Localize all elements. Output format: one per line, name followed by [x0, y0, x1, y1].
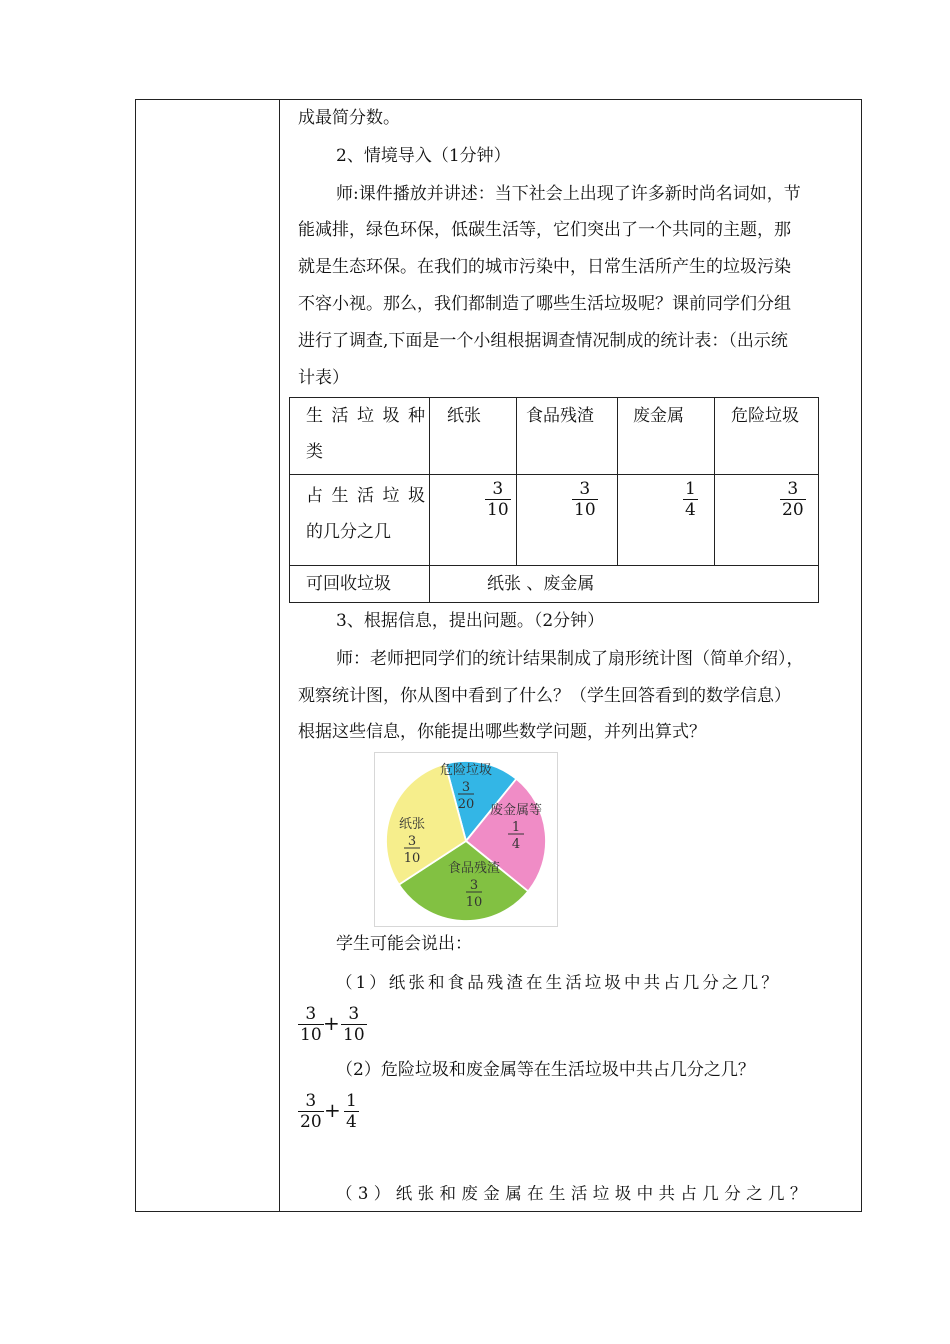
formula-1-term-a — [298, 1005, 324, 1045]
category-food-waste: 食品残渣 — [526, 406, 594, 426]
denominator: 20 — [782, 500, 804, 520]
section-heading-2: 2、情境导入（1分钟） — [336, 146, 511, 166]
plus-operator: + — [323, 1011, 340, 1035]
denominator: 10 — [574, 500, 596, 520]
formula-2-term-b — [344, 1092, 359, 1132]
fraction-hazardous — [780, 480, 806, 520]
pie-slice-label: 食品残渣 — [447, 861, 501, 876]
text-line: 师：老师把同学们的统计结果制成了扇形统计图（简单介绍）， — [336, 649, 804, 669]
recycle-label: 可回收垃圾 — [306, 574, 391, 594]
column-divider — [279, 100, 280, 1211]
pie-slice-denominator: 10 — [403, 851, 421, 866]
text-line: 师:课件播放并讲述：当下社会上出现了许多新时尚名词如，节 — [336, 184, 801, 204]
pie-slice-numerator: 3 — [469, 878, 479, 893]
fraction-food-waste — [572, 480, 598, 520]
formula-2-term-a — [298, 1092, 324, 1132]
numerator: 3 — [492, 479, 504, 499]
question-3: （3）纸张和废金属在生活垃圾中共占几分之几？ — [336, 1184, 812, 1203]
plus-operator: + — [324, 1098, 341, 1122]
denominator: 4 — [685, 500, 696, 520]
col-line — [516, 398, 517, 565]
pie-slice-denominator: 20 — [457, 797, 475, 812]
text-line: 成最简分数。 — [298, 108, 400, 128]
garbage-pie-chart — [374, 752, 558, 927]
col-line — [714, 398, 715, 565]
text-line: 计表） — [298, 368, 349, 388]
pie-slice-label: 危险垃圾 — [439, 763, 493, 778]
numerator: 3 — [787, 479, 799, 499]
numerator: 3 — [305, 1091, 317, 1111]
pie-slice-label: 纸张 — [398, 817, 426, 832]
text-line: 不容小视。那么，我们都制造了哪些生活垃圾呢？课前同学们分组 — [298, 294, 791, 314]
text-line: 根据这些信息，你能提出哪些数学问题，并列出算式？ — [298, 722, 706, 742]
numerator: 3 — [579, 479, 591, 499]
pie-slice-numerator: 1 — [511, 820, 521, 835]
denominator: 10 — [300, 1025, 322, 1045]
fraction-scrap-metal — [683, 480, 698, 520]
header-label: 类 — [306, 442, 323, 462]
row-label: 的几分之几 — [306, 522, 391, 542]
category-scrap-metal: 废金属 — [633, 406, 684, 426]
col-line — [617, 398, 618, 565]
denominator: 20 — [300, 1112, 322, 1132]
text-line: 能减排，绿色环保，低碳生活等，它们突出了一个共同的主题，那 — [298, 220, 791, 240]
numerator: 3 — [348, 1004, 360, 1024]
numerator: 3 — [305, 1004, 317, 1024]
row-label: 占生活垃圾 — [306, 486, 434, 506]
pie-slice-denominator: 10 — [465, 895, 483, 910]
question-2: （2）危险垃圾和废金属等在生活垃圾中共占几分之几？ — [336, 1060, 755, 1080]
lesson-plan-table — [135, 99, 862, 1212]
question-1: （1）纸张和食品残渣在生活垃圾中共占几分之几？ — [336, 973, 781, 992]
denominator: 10 — [343, 1025, 365, 1045]
pie-slice-numerator: 3 — [461, 780, 471, 795]
text-line: 学生可能会说出： — [336, 934, 472, 954]
row-line — [290, 474, 818, 475]
garbage-statistics-table — [289, 397, 819, 603]
category-paper: 纸张 — [447, 406, 481, 426]
pie-slice-label: 废金属等 — [489, 803, 543, 818]
pie-slice-numerator: 3 — [407, 834, 417, 849]
formula-1-term-b — [341, 1005, 367, 1045]
pie-slice-denominator: 4 — [511, 837, 521, 852]
numerator: 1 — [346, 1091, 357, 1111]
recycle-value: 纸张 、废金属 — [487, 574, 595, 594]
numerator: 1 — [685, 479, 696, 499]
text-line: 观察统计图，你从图中看到了什么？（学生回答看到的数学信息） — [298, 686, 791, 706]
text-line: 进行了调查,下面是一个小组根据调查情况制成的统计表：（出示统 — [298, 331, 788, 351]
section-heading-3: 3、根据信息，提出问题。（2分钟） — [336, 611, 605, 631]
header-label: 生活垃圾种 — [306, 406, 434, 426]
denominator: 4 — [346, 1112, 357, 1132]
category-hazardous: 危险垃圾 — [731, 406, 799, 426]
fraction-paper — [485, 480, 511, 520]
text-line: 就是生态环保。在我们的城市污染中，日常生活所产生的垃圾污染 — [298, 257, 791, 277]
denominator: 10 — [487, 500, 509, 520]
